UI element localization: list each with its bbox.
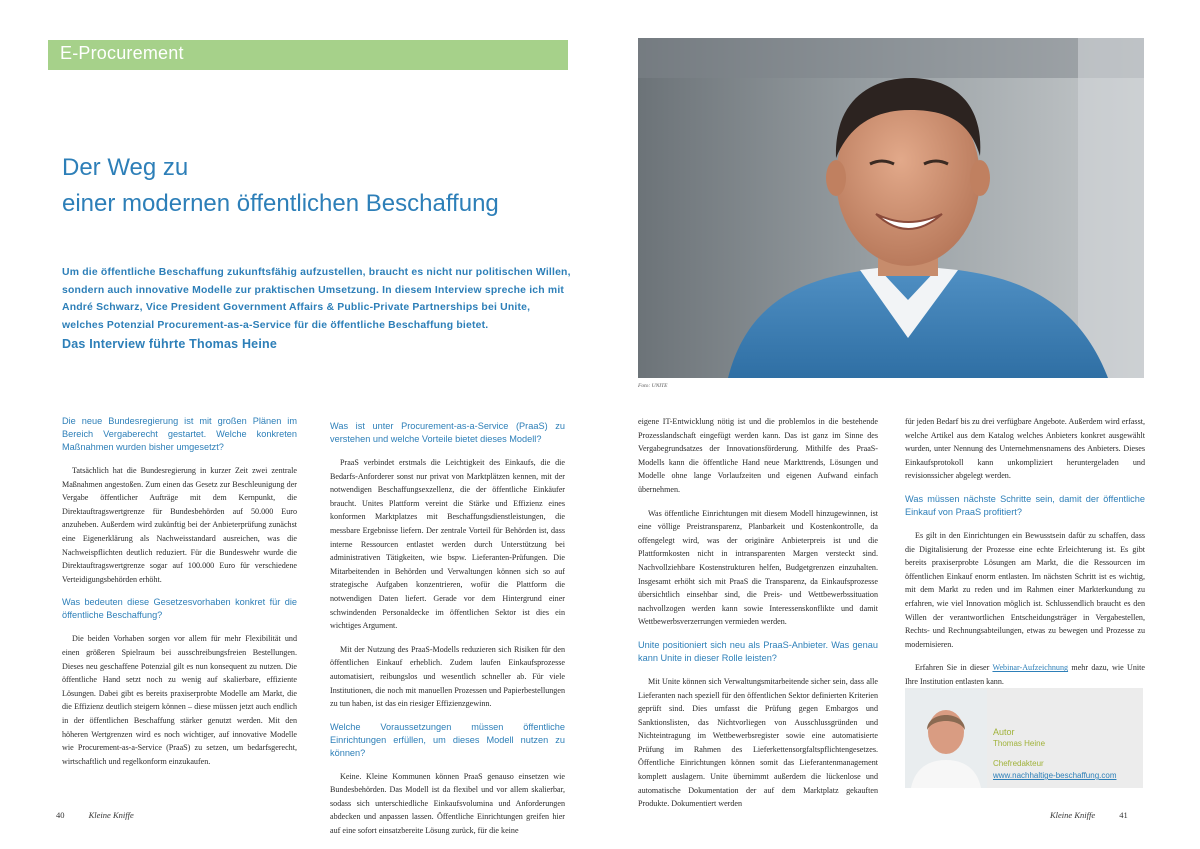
- interview-question: Was bedeuten diese Gesetzesvorhaben konkret für die öffentliche Beschaffung?: [62, 597, 297, 621]
- interview-question: Welche Voraussetzungen müssen öffentliche Einrichtungen erfüllen, um dieses Modell nutzen zu können?: [330, 721, 565, 758]
- interview-answer: Keine. Kleine Kommunen können PraaS genauso einsetzen wie Bundesbehörden. Das Modell ist da flexibel und vor allem skalierbar, sodass sich unterschiedliche Einkaufsvolumina und Anforderungen abdecken und anpassen lassen. Öffentliche Einrichtungen greifen hier auf eine sofort einsatzbereite Lösung zurück, für die keine: [330, 771, 565, 836]
- right-page-footer: [1050, 810, 1128, 820]
- closing-text-after-link: mehr dazu, wie Unite Ihre Institution entlasten kann.: [905, 663, 1145, 686]
- page-number-left: 40: [56, 810, 65, 820]
- closing-paragraph: [905, 661, 1145, 688]
- author-label: Autor: [993, 727, 1015, 737]
- interview-answer: Was öffentliche Einrichtungen mit diesem Modell hinzugewinnen, ist eine völlige Preistransparenz, Planbarkeit und Kostenkontrolle, da offengelegt wird, was der originäre Anbieterpreis ist und die Plattformkosten nicht in intransparenten Margen versteckt sind. Nachvollziehbare Kostenstrukturen helfen, Budgetgrenzen einzuhalten. Insgesamt erhöht sich mit PraaS die Transparenz, da Einkaufsprozesse übersichtlich einsehbar sind, die Preis- und Wettbewerbssituation nachvollzogen werden kann sowie Interessenskonflikte und damit Wettbewerbsverzerrungen vermieden werden.: [638, 508, 878, 627]
- interview-answer: Tatsächlich hat die Bundesregierung in kurzer Zeit zwei zentrale Maßnahmen angestoßen. Zum einen das Gesetz zur Beschleunigung der Vergabe öffentlicher Aufträge mit dem Kernpunkt, die Direktauftragswertgrenze für Bundesbehörden auf 50.000 Euro anzuheben. Außerdem wird zukünftig bei der Anbieterprüfung zunächst eine Eigenerklärung als Nachweisstandard ausreichen, was die Nachweispflichten deutlich reduziert. Für die Bundeswehr wurde die Direktauftragswertgrenze sogar auf 100.000 Euro für verschiedene Verteidigungsbehörden erhöht.: [62, 466, 297, 584]
- interview-answer: Mit Unite können sich Verwaltungsmitarbeitende sicher sein, dass alle Lieferanten nach speziell für den öffentlichen Sektor definierten Kriterien geprüft sind. Dies umfasst die Prüfung gegen Embargos und Sanktionslisten, das Nichtvorliegen von Ausschlussgründen und Nichteintragung im Wettbewerbsregister sowie eine automatisierte Prüfung im Rahmen des Lieferkettensorgfaltspflichtengesetzes. Öffentliche Einrichtungen können somit das Lieferantenmanagement komplett auslagern. Unite übernimmt außerdem die lückenlose und automatische Dokumentation der auf dem Marktplatz gekauften Produkte. Dokumentiert werden: [638, 676, 878, 809]
- magazine-name-left: Kleine Kniffe: [88, 810, 134, 820]
- text-column-2: [330, 420, 565, 848]
- interview-answer: Die beiden Vorhaben sorgen vor allem für mehr Flexibilität und einen größeren Spielraum bei ausschreibungsfreien Bestellungen. Dieses neu geschaffene Potenzial gilt es nun konsequent zu nutzen. Die öffentliche Hand setzt noch zu wenig auf skalierbare, effiziente Lösungen. Dabei gibt es bereits praxiserprobte Modelle am Markt, die die Effizienz deutlich steigern können – diese müssen jetzt auch endlich in der öffentlichen Beschaffung stärker genutzt werden. Mit den höheren Wertgrenzen wird es noch wichtiger, auf innovative Modelle wie Procurement-as-a-Service (PraaS) zu setzen, um bedarfsgerecht, wirtschaftlich und regelkonform einzukaufen.: [62, 634, 297, 766]
- author-portrait-illustration: [905, 688, 987, 788]
- author-website-link[interactable]: www.nachhaltige-beschaffung.com: [993, 771, 1117, 780]
- author-name: Thomas Heine: [993, 739, 1046, 748]
- article-byline: Das Interview führte Thomas Heine: [62, 337, 277, 351]
- author-role: Chefredakteur: [993, 759, 1044, 768]
- interview-question: Was ist unter Procurement-as-a-Service (PraaS) zu verstehen und welche Vorteile bietet dieses Modell?: [330, 421, 565, 444]
- interviewee-photo: [638, 38, 1144, 378]
- interview-answer: eigene IT-Entwicklung nötig ist und die problemlos in die bestehende Prozesslandschaft eingefügt werden kann. Das ist ganz im Sinne des Vergabegrundsatzes der Innovationsförderung. Mithilfe des PraaS-Modells kann die öffentliche Hand neue Markttrends, Lösungen und Modelle ohne lange Vorlaufzeiten und eigenen Aufwand einfach übernehmen.: [638, 417, 878, 494]
- author-info: [993, 726, 1116, 782]
- left-page-footer: [56, 810, 134, 820]
- text-column-4: [905, 415, 1145, 699]
- text-column-3: [638, 415, 878, 821]
- article-title-line-1: Der Weg zu: [62, 154, 189, 181]
- author-box: [905, 688, 1143, 788]
- article-lead: Um die öffentliche Beschaffung zukunftsfähig aufzustellen, braucht es nicht nur politischen Willen, sondern auch innovative Modelle zur praktischen Umsetzung. In diesem Interview spreche ich mit André Schwarz, Vice President Government Affairs & Public-Private Partnerships bei Unite, welches Potenzial Procurement-as-a-Service für die öffentliche Beschaffung bietet.: [62, 267, 571, 331]
- closing-text-before-link: Erfahren Sie in dieser: [915, 663, 993, 673]
- text-column-1: [62, 415, 297, 778]
- interview-answer: für jeden Bedarf bis zu drei verfügbare Angebote. Außerdem wird erfasst, welche Artikel aus dem Katalog welches Anbieters konkret ausgewählt wurden, unter Nennung des Unternehmensnamens des Anbieters. Dieses Einkaufsprotokoll kann unkompliziert heruntergeladen und revisionssicher abgelegt werden.: [905, 417, 1145, 481]
- interview-question: Unite positioniert sich neu als PraaS-Anbieter. Was genau kann Unite in dieser Rolle leisten?: [638, 639, 878, 663]
- interview-answer: Mit der Nutzung des PraaS-Modells reduzieren sich Risiken für den öffentlichen Einkauf erheblich. Zudem laufen Einkaufsprozesse automatisiert, reibungslos und wesentlich schneller ab. Für viele Institutionen, die noch mit manuellen Prozessen und Papierbestellungen zu tun haben, ist das ein riesiger Effizienzgewinn.: [330, 644, 565, 709]
- page-number-right: 41: [1119, 810, 1128, 820]
- section-header-bar: [48, 40, 568, 70]
- interview-answer: Es gilt in den Einrichtungen ein Bewusstsein dafür zu schaffen, dass die Digitalisierung der Prozesse eine echte Erleichterung ist. Es gibt bereits praxiserprobte Lösungen am Markt, die die Ressourcen im öffentlichen Einkauf enorm entlasten. Im nächsten Schritt ist es wichtig, mit dem Markt zu reden und im Rahmen einer Markterkundung zu erfahren, wie viel Innovation möglich ist. Schlussendlich braucht es den Willen der verantwortlichen Entscheidungsträger in Vergabestellen, Rechts- und Rechnungsabteilungen, etwas zu bewegen und Prozesse zu modernisieren.: [905, 530, 1145, 649]
- author-photo: [905, 688, 987, 788]
- interview-question: Die neue Bundesregierung ist mit großen Plänen im Bereich Vergaberecht gestartet. Welche konkreten Maßnahmen wurden bisher umgesetzt?: [62, 416, 297, 452]
- webinar-recording-link[interactable]: Webinar-Aufzeichnung: [992, 663, 1069, 673]
- section-label: E-Procurement: [60, 43, 184, 63]
- interview-answer: PraaS verbindet erstmals die Leichtigkeit des Einkaufs, die die Bedarfs-Anforderer sonst nur privat von Marktplätzen kennen, mit der notwendigen Beschaffungsexzellenz, die der öffentliche Einkäufer braucht. Unites Plattform vereint die Stärke und Effizienz eines konformen Marktplatzes mit Beschaffungsdienstleistungen, die messbare Ergebnisse liefern. Der zentrale Vorteil für Behörden ist, dass interne Ressourcen entlastet werden durch Unterstützung bei administrativen Tätigkeiten, wie bspw. Lieferanten-Prüfungen. Die Mitarbeitenden in Behörden und Verwaltungen können sich so auf strategische Aufgaben konzentrieren, wofür die Plattform die notwendigen Daten liefert. Gerade vor dem Hintergrund einer schwindenden Personaldecke im öffentlichen Sektor ist dies ein wichtiges Argument.: [330, 458, 565, 631]
- portrait-illustration: [638, 38, 1144, 378]
- interview-question: Was müssen nächste Schritte sein, damit der öffentliche Einkauf von PraaS profitiert?: [905, 493, 1145, 517]
- magazine-name-right: Kleine Kniffe: [1050, 810, 1096, 820]
- article-title-line-2: einer modernen öffentlichen Beschaffung: [62, 190, 499, 217]
- article-title: [62, 150, 582, 222]
- photo-caption: Foto: UNITE: [638, 383, 668, 389]
